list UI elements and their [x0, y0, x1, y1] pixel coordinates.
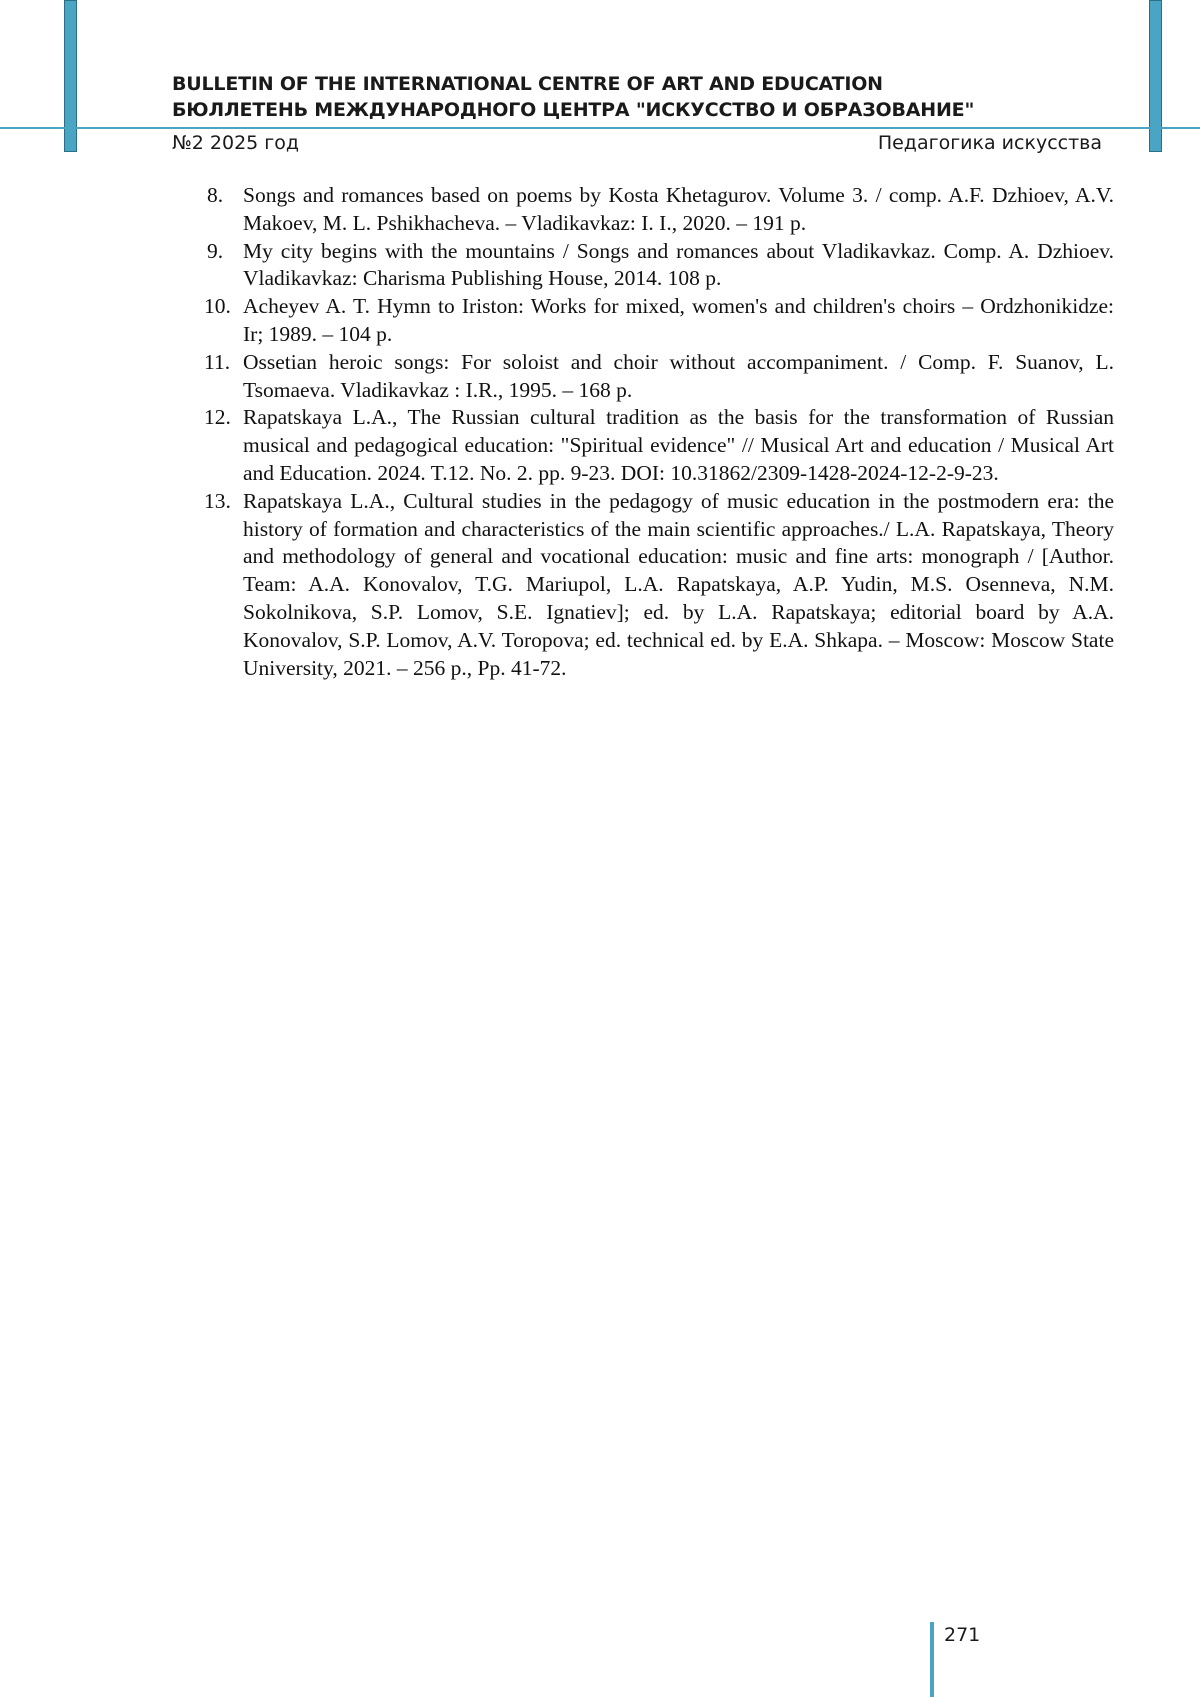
journal-title-russian: БЮЛЛЕТЕНЬ МЕЖДУНАРОДНОГО ЦЕНТРА "ИСКУССТВО И ОБРАЗОВАНИЕ" — [172, 99, 975, 121]
reference-number: 8. — [207, 183, 224, 207]
reference-item — [204, 349, 1114, 405]
reference-text: Rapatskaya L.A., Cultural studies in the pedagogy of music education in the postmodern era: the history of formation and characteristics of the main scientific approaches./ L.A. Rapatskaya, Theory and methodology of general and vocational education: music and fine arts: monograph / [Author. Team: A.A. Konovalov, T.G. Mariupol, L.A. Rapatskaya, A.P. Yudin, M.S. Osenneva, N.M. Sokolnikova, S.P. Lomov, S.E. Ignatiev]; ed. by L.A. Rapatskaya; editorial board by A.A. Konovalov, S.P. Lomov, A.V. Toropova; ed. technical ed. by E.A. Shkapa. – Moscow: Moscow State University, 2021. – 256 p., Pp. 41-72. — [243, 488, 1114, 680]
reference-item — [204, 238, 1114, 294]
issue-label: №2 2025 год — [172, 132, 300, 154]
journal-title-english: BULLETIN OF THE INTERNATIONAL CENTRE OF ART AND EDUCATION — [172, 73, 883, 95]
footer-accent-line — [930, 1622, 934, 1697]
reference-text: Rapatskaya L.A., The Russian cultural tradition as the basis for the transformation of Russian musical and pedagogical education: "Spiritual evidence" // Musical Art and education / Musical Art and Education. 2024. T.12. No. 2. pp. 9-23. DOI: 10.31862/2309-1428-2024-12-2-9-23. — [243, 405, 1114, 485]
header-left-accent-bar — [64, 0, 77, 152]
reference-number: 13. — [204, 488, 231, 513]
reference-number: 9. — [207, 238, 224, 263]
header-right-accent-bar — [1149, 0, 1162, 152]
reference-list — [204, 182, 1114, 682]
reference-text: Songs and romances based on poems by Kosta Khetagurov. Volume 3. / comp. A.F. Dzhioev, A.V. Makoev, M. L. Pshikhacheva. – Vladikavkaz: I. I., 2020. – 191 p. — [243, 183, 1114, 235]
reference-number: 10. — [204, 294, 231, 319]
reference-number: 11. — [204, 349, 231, 374]
reference-item — [204, 488, 1114, 683]
header-divider — [0, 127, 1200, 129]
reference-text: My city begins with the mountains / Songs and romances about Vladikavkaz. Comp. A. Dzhioev. Vladikavkaz: Charisma Publishing House, 2014. 108 p. — [243, 238, 1114, 291]
reference-text: Ossetian heroic songs: For soloist and choir without accompaniment. / Comp. F. Suanov, L. Tsomaeva. Vladikavkaz : I.R., 1995. – 168 p. — [243, 349, 1114, 402]
section-label: Педагогика искусства — [877, 132, 1102, 154]
reference-number: 12. — [204, 405, 231, 430]
reference-item — [204, 404, 1114, 487]
reference-item — [204, 293, 1114, 349]
page-number: 271 — [944, 1624, 981, 1646]
reference-text: Acheyev A. T. Hymn to Iriston: Works for mixed, women's and children's choirs – Ordzhonikidze: Ir; 1989. – 104 p. — [243, 294, 1114, 346]
reference-item — [204, 182, 1114, 238]
